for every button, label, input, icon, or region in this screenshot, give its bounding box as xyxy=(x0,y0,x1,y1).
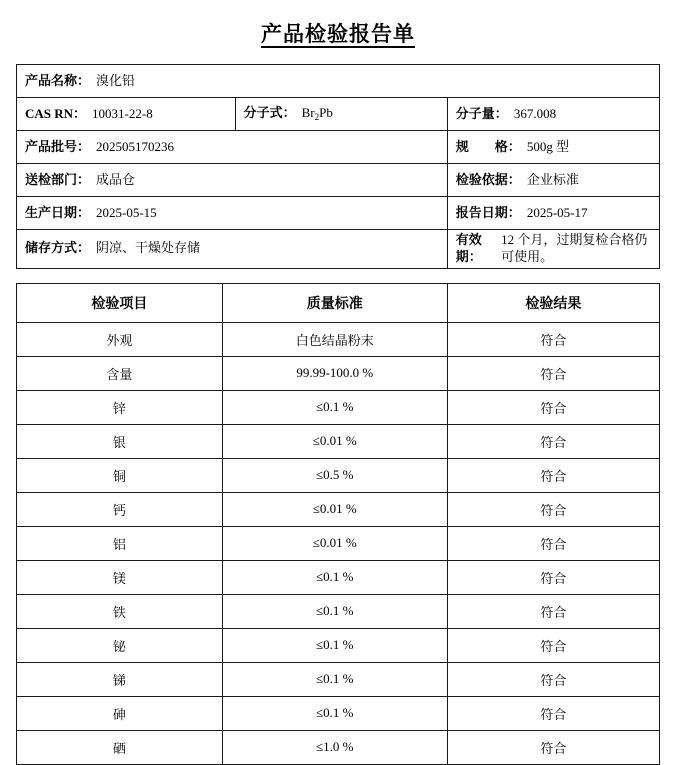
department-label: 送检部门： xyxy=(25,171,91,187)
result-value: 符合 xyxy=(447,458,659,492)
result-standard: ≤0.01 % xyxy=(222,424,447,458)
result-value: 符合 xyxy=(447,526,659,560)
table-row xyxy=(17,197,660,230)
table-row xyxy=(17,131,660,164)
basis-label: 检验依据： xyxy=(455,171,521,187)
result-item: 硒 xyxy=(17,730,223,764)
result-standard: ≤0.5 % xyxy=(222,458,447,492)
production-date-cell xyxy=(17,197,448,230)
table-row xyxy=(17,98,660,131)
production-date-label: 生产日期： xyxy=(25,204,91,220)
table-row xyxy=(17,322,660,356)
result-value: 符合 xyxy=(447,730,659,764)
document-page xyxy=(0,18,676,765)
inspection-results-table xyxy=(16,283,660,765)
table-row xyxy=(17,230,660,269)
mw-label: 分子量： xyxy=(455,105,508,121)
table-row xyxy=(17,356,660,390)
batch-label: 产品批号： xyxy=(25,138,91,154)
result-item: 锌 xyxy=(17,390,223,424)
validity-cell xyxy=(447,230,659,269)
header-item: 检验项目 xyxy=(17,283,223,322)
table-row xyxy=(17,594,660,628)
department-cell xyxy=(17,164,448,197)
table-divider xyxy=(16,269,660,283)
result-standard: ≤0.1 % xyxy=(222,594,447,628)
product-name-cell xyxy=(17,65,660,98)
department-value: 成品仓 xyxy=(96,171,136,187)
result-item: 外观 xyxy=(17,322,223,356)
table-row xyxy=(17,390,660,424)
result-value: 符合 xyxy=(447,594,659,628)
report-date-label: 报告日期： xyxy=(455,204,521,220)
report-date-value: 2025-05-17 xyxy=(526,204,588,220)
result-item: 铝 xyxy=(17,526,223,560)
result-value: 符合 xyxy=(447,662,659,696)
table-row xyxy=(17,662,660,696)
result-value: 符合 xyxy=(447,560,659,594)
result-item: 镁 xyxy=(17,560,223,594)
result-standard: ≤1.0 % xyxy=(222,730,447,764)
table-row xyxy=(17,730,660,764)
cas-value: 10031-22-8 xyxy=(92,105,153,121)
table-row xyxy=(17,492,660,526)
product-name-value: 溴化铅 xyxy=(96,72,136,88)
result-item: 铋 xyxy=(17,628,223,662)
table-row xyxy=(17,696,660,730)
product-info-table xyxy=(16,64,660,269)
cas-label: CAS RN： xyxy=(25,105,87,121)
validity-label: 有效期： xyxy=(455,232,482,264)
storage-cell xyxy=(17,230,448,269)
formula-value: $Br_2Pb$ xyxy=(301,104,333,122)
result-standard: ≤0.1 % xyxy=(222,662,447,696)
result-item: 砷 xyxy=(17,696,223,730)
header-result: 检验结果 xyxy=(447,283,659,322)
spec-value: 500g 型 xyxy=(526,138,570,154)
result-item: 锑 xyxy=(17,662,223,696)
result-item: 铁 xyxy=(17,594,223,628)
result-value: 符合 xyxy=(447,628,659,662)
result-value: 符合 xyxy=(447,390,659,424)
result-item: 钙 xyxy=(17,492,223,526)
results-header-row xyxy=(17,283,660,322)
formula-label: 分子式： xyxy=(243,104,296,120)
report-date-cell xyxy=(447,197,659,230)
result-value: 符合 xyxy=(447,424,659,458)
result-value: 符合 xyxy=(447,356,659,390)
cas-cell xyxy=(17,98,236,131)
result-item: 银 xyxy=(17,424,223,458)
result-standard: ≤0.01 % xyxy=(222,492,447,526)
header-standard: 质量标准 xyxy=(222,283,447,322)
result-standard: ≤0.1 % xyxy=(222,628,447,662)
product-name-label: 产品名称： xyxy=(25,72,91,88)
batch-cell xyxy=(17,131,448,164)
production-date-value: 2025-05-15 xyxy=(96,204,157,220)
basis-cell xyxy=(447,164,659,197)
molecular-weight-cell xyxy=(447,98,659,131)
result-standard: 99.99-100.0 % xyxy=(222,356,447,390)
result-standard: 白色结晶粉末 xyxy=(222,322,447,356)
mw-value: 367.008 xyxy=(513,105,557,121)
result-value: 符合 xyxy=(447,696,659,730)
validity-value: 12 个月，过期复检合格仍可使用。 xyxy=(501,232,648,264)
table-row xyxy=(17,628,660,662)
spec-cell xyxy=(447,131,659,164)
table-row xyxy=(17,560,660,594)
storage-value: 阴凉、干燥处存储 xyxy=(96,240,201,256)
result-value: 符合 xyxy=(447,492,659,526)
result-item: 含量 xyxy=(17,356,223,390)
table-row xyxy=(17,65,660,98)
table-row xyxy=(17,424,660,458)
result-standard: ≤0.1 % xyxy=(222,560,447,594)
result-item: 铜 xyxy=(17,458,223,492)
result-standard: ≤0.1 % xyxy=(222,390,447,424)
table-row xyxy=(17,164,660,197)
batch-value: 202505170236 xyxy=(96,138,175,154)
result-value: 符合 xyxy=(447,322,659,356)
formula-cell xyxy=(235,98,447,131)
basis-value: 企业标准 xyxy=(526,171,579,187)
table-row xyxy=(17,526,660,560)
result-standard: ≤0.01 % xyxy=(222,526,447,560)
result-standard: ≤0.1 % xyxy=(222,696,447,730)
page-title: 产品检验报告单 xyxy=(261,23,415,46)
spec-label: 规 格： xyxy=(455,138,521,154)
table-row xyxy=(17,458,660,492)
storage-label: 储存方式： xyxy=(25,240,91,256)
